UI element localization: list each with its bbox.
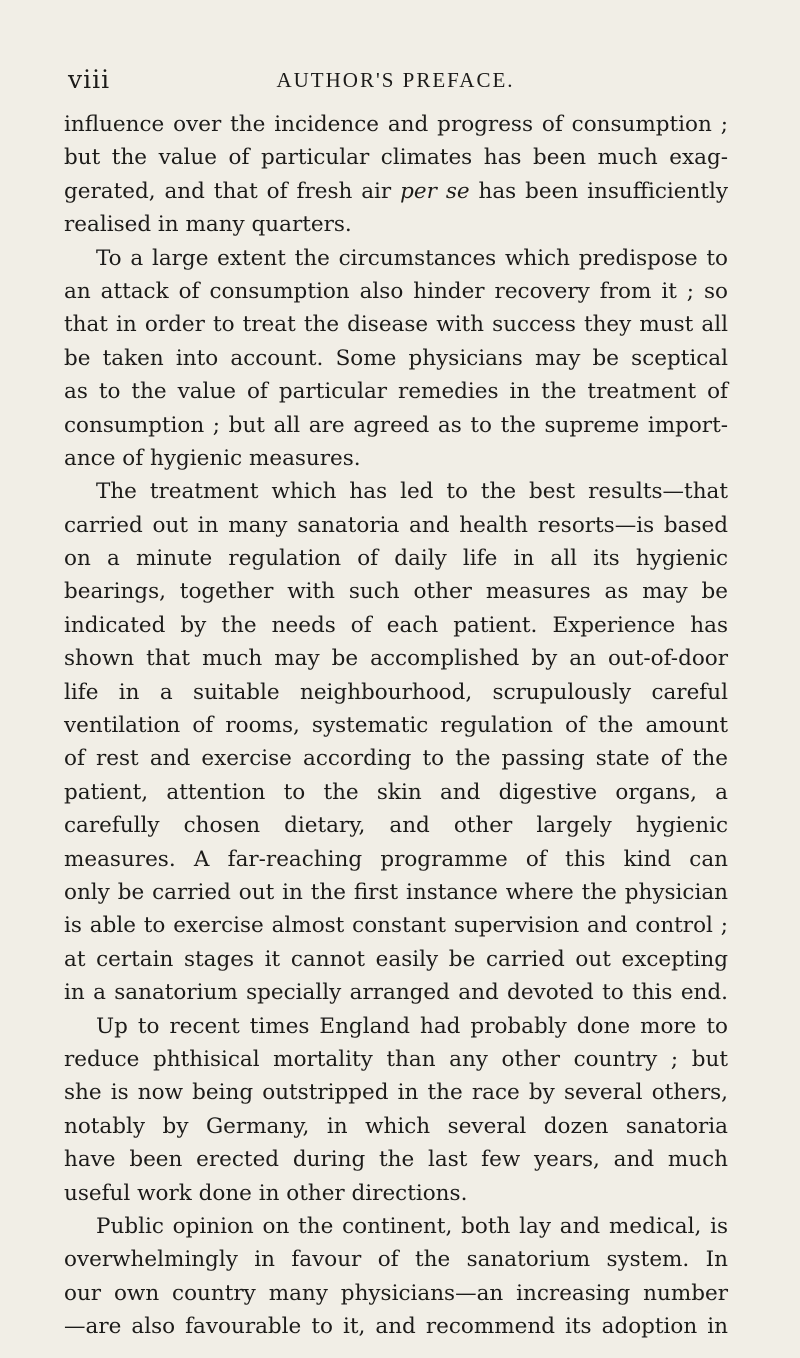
text-line: —are also favourable to it, and recommend its adoption in bbox=[64, 1314, 728, 1340]
text-line: of rest and exercise according to the passing state of the bbox=[64, 746, 728, 772]
text-line: Public opinion on the continent, both lay and medical, is bbox=[96, 1213, 728, 1239]
text-line: carried out in many sanatoria and health resorts—is based bbox=[64, 512, 728, 538]
text-line: our own country many physicians—an increasing number bbox=[64, 1280, 728, 1306]
page-header bbox=[68, 62, 723, 98]
text-line: is able to exercise almost constant supervision and control ; bbox=[64, 913, 728, 939]
text-line: reduce phthisical mortality than any other country ; but bbox=[64, 1046, 728, 1072]
page-number: viii bbox=[68, 65, 111, 94]
text-line: bearings, together with such other measures as may be bbox=[64, 579, 728, 605]
text-line: be taken into account. Some physicians may be sceptical bbox=[64, 345, 728, 371]
body-text bbox=[64, 108, 728, 1343]
text-line: shown that much may be accomplished by an out-of-door bbox=[64, 646, 728, 672]
text-line: overwhelmingly in favour of the sanatorium system. In bbox=[64, 1247, 728, 1273]
text-line: at certain stages it cannot easily be carried out excepting bbox=[64, 946, 728, 972]
text-line: influence over the incidence and progress of consumption ; bbox=[64, 112, 728, 137]
text-line: but the value of particular climates has been much exag- bbox=[64, 145, 728, 171]
text-line: consumption ; but all are agreed as to the supreme import- bbox=[64, 412, 728, 438]
text-line: as to the value of particular remedies in the treatment of bbox=[64, 379, 728, 405]
text-line: ance of hygienic measures. bbox=[64, 445, 361, 471]
text-line: To a large extent the circumstances which predispose to bbox=[96, 245, 728, 271]
text-line: gerated, and that of fresh air per se has been insufficiently bbox=[64, 178, 729, 204]
text-line: that in order to treat the disease with success they must all bbox=[64, 312, 728, 338]
text-line: realised in many quarters. bbox=[64, 212, 352, 238]
text-line: useful work done in other directions. bbox=[64, 1180, 468, 1206]
text-line: indicated by the needs of each patient. Experience has bbox=[64, 612, 728, 638]
text-line: Up to recent times England had probably done more to bbox=[96, 1013, 728, 1039]
text-line: life in a suitable neighbourhood, scrupulously careful bbox=[64, 679, 728, 705]
text-line: only be carried out in the first instance where the physician bbox=[64, 879, 728, 905]
text-line: The treatment which has led to the best results—that bbox=[96, 479, 728, 505]
text-line: have been erected during the last few years, and much bbox=[64, 1147, 728, 1173]
text-line: patient, attention to the skin and digestive organs, a bbox=[64, 779, 728, 805]
text-line: carefully chosen dietary, and other largely hygienic bbox=[64, 813, 728, 839]
italic-phrase: per se bbox=[400, 178, 470, 204]
text-line: in a sanatorium specially arranged and devoted to this end. bbox=[64, 980, 728, 1006]
text-line: an attack of consumption also hinder recovery from it ; so bbox=[64, 278, 728, 304]
text-line: measures. A far-reaching programme of this kind can bbox=[64, 846, 728, 872]
text-line: notably by Germany, in which several dozen sanatoria bbox=[64, 1113, 728, 1139]
text-line: she is now being outstripped in the race by several others, bbox=[64, 1080, 728, 1106]
text-line: on a minute regulation of daily life in all its hygienic bbox=[64, 546, 728, 572]
running-title: AUTHOR'S PREFACE. bbox=[276, 68, 515, 92]
text-line: ventilation of rooms, systematic regulation of the amount bbox=[64, 713, 728, 739]
